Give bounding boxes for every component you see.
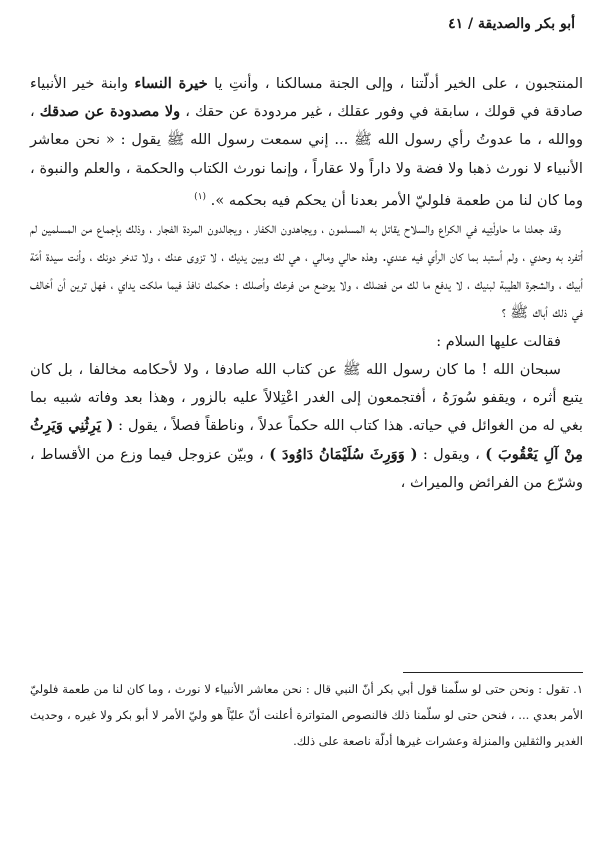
p1-bold-1: خيرة النساء bbox=[134, 75, 208, 92]
p4-text-2: ، ويقول : bbox=[417, 445, 486, 463]
footnote-reference: (١) bbox=[194, 191, 207, 202]
paragraph-4 bbox=[30, 356, 583, 497]
quran-quote-1: ( يَرِثُنِي وَيَرِثُ مِنْ آلِ يَعْقُوبَ ) bbox=[30, 417, 584, 463]
p1-bold-2: ولا مصدودة عن صدقك bbox=[39, 103, 181, 121]
p4-text-1: سبحان الله ! ما كان رسول الله ﷺ عن كتاب الله صادفا ، ولا لأحكامه مخالفا ، بل كان يتبع أثره ، ويقفو سُورَهُ ، أفتجمعون إلى الغدر اعْتِلالاً عليه بالزور ، وهذا بعد وفاته شبيه بما بغي له من الغوائل في حياته. هذا كتاب الله حكماً عدلاً ، وناطقاً فصلاً ، يقول : bbox=[30, 360, 583, 435]
quran-quote-2: ( وَوَرِثَ سُلَيْمَانُ دَاوُودَ ) bbox=[269, 445, 418, 463]
p1-text-2: وابنة خير الأنبياء صادقة في قولك ، سابقة في وفور عقلك ، غير مردودة عن حقك ، bbox=[30, 75, 583, 121]
book-page bbox=[30, 12, 583, 837]
paragraph-3: فقالت عليها السلام : bbox=[436, 332, 561, 350]
footnotes bbox=[30, 676, 583, 754]
p1-text-1: المنتجبون ، على الخير أدلّتنا ، وإلى الجنة مسالكنا ، وأنتِ يا bbox=[207, 75, 583, 92]
footnote-divider bbox=[403, 672, 583, 673]
body-text bbox=[30, 70, 583, 497]
footnote-1: ١. تقول : ونحن حتى لو سلّمنا قول أبي بكر أنّ النبي قال : نحن معاشر الأنبياء لا نورث ، وما كان لنا من طعمة فلوليّ الأمر بعدي ... ، فنحن حتى لو سلّمنا ذلك فالنصوص المتواترة أعلنت أنّ عليّاً هو وليّ الأمر لا أبو بكر ولا غيره ، وحديث الغدير والثقلين والمنزلة وعشرات غيرها أدلّة ناصعة على ذلك. bbox=[30, 682, 583, 748]
p4-text-3: ، وبيّن عزوجل فيما وزع من الأقساط ، وشرّع من الفرائض والميراث ، bbox=[30, 445, 583, 491]
paragraph-1 bbox=[30, 70, 583, 215]
p1-text-3: ، ووالله ، ما عدوتُ رأي رسول الله ﷺ ... إني سمعت رسول الله ﷺ يقول : « نحن معاشر الأنبياء لا نورث ذهبا ولا فضة ولا داراً ولا عقاراً ، وإنما نورث الكتاب والحكمة ، والعلم والنبوة ، وما كان لنا من طعمة فلوليّ الأمر بعدنا أن يحكم فيه بحكمه ». bbox=[30, 103, 583, 209]
running-header: أبو بكر والصديقة / ٤١ bbox=[448, 16, 575, 32]
paragraph-2: وقد جعلنا ما حاولْتِيه في الكراع والسلاح يقاتل به المسلمون ، ويجاهدون الكفار ، ويجالدون المردة الفجار ، وذلك بإجماع من المسلمين لم أتفرد به وحدي ، ولم أستبد بما كان الرأي فيه عندي. وهذه حالي ومالي ، هي لك وبين يديك ، لا تزوى عنك ، ولا تدخر دونك ، وأنت سيدة أمّة أبيك ، والشجرة الطيبة لبنيك ، لا يدفع ما لك من فضلك ، ولا يوضع من فرعك وأصلك ؛ حكمك نافذ فيما ملكت يداي ، فهل ترين أن أخالف في ذلك أباك ﷺ ؟ bbox=[29, 219, 583, 322]
